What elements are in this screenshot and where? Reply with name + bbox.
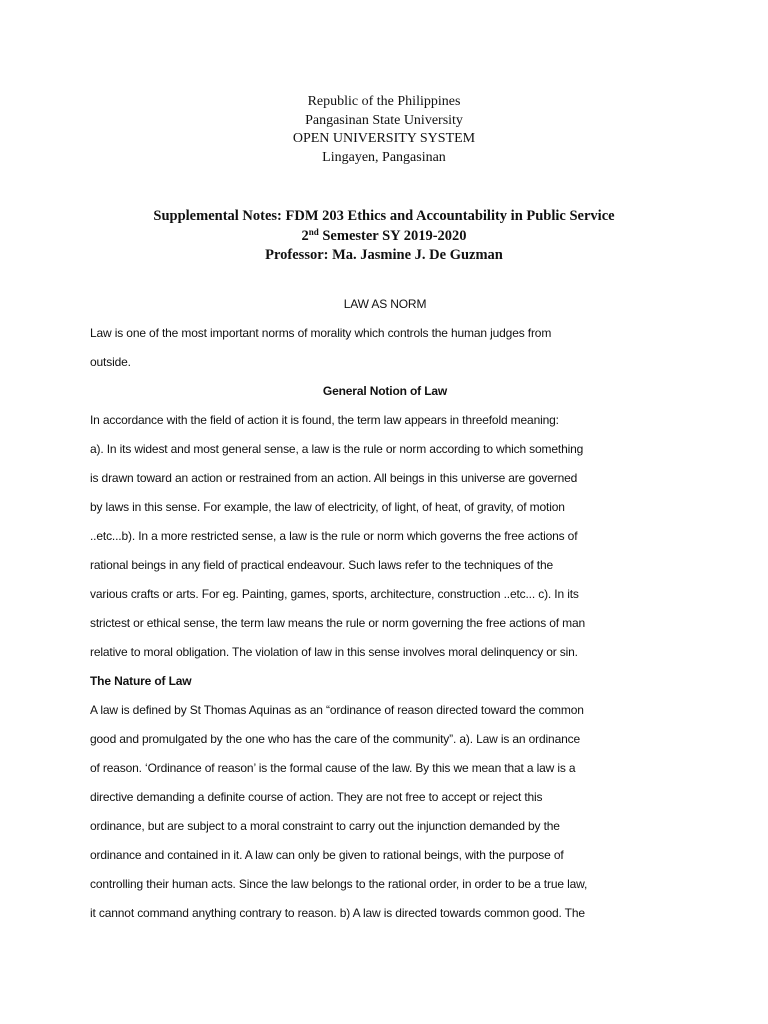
semester-suffix: nd <box>308 226 319 237</box>
body-line: ..etc...b). In a more restricted sense, a law is the rule or norm which governs the free actions of <box>90 529 578 543</box>
body-line: directive demanding a definite course of action. They are not free to accept or reject this <box>90 790 543 804</box>
semester-line <box>0 227 768 247</box>
body-line: In accordance with the field of action it is found, the term law appears in threefold meaning: <box>90 413 559 427</box>
body-line: by laws in this sense. For example, the law of electricity, of light, of heat, of gravity, of motion <box>90 500 565 514</box>
body-line: relative to moral obligation. The violation of law in this sense involves moral delinquency or sin. <box>90 645 578 659</box>
semester-text: Semester SY 2019-2020 <box>318 227 467 244</box>
professor-line: Professor: Ma. Jasmine J. De Guzman <box>265 247 503 263</box>
body-line: it cannot command anything contrary to reason. b) A law is directed towards common good. The <box>90 906 585 920</box>
body-line: various crafts or arts. For eg. Painting, games, sports, architecture, construction ..etc... c). In its <box>90 587 579 601</box>
header-line-republic: Republic of the Philippines <box>307 94 461 109</box>
supplemental-title: Supplemental Notes: FDM 203 Ethics and Accountability in Public Service <box>153 208 615 224</box>
course-info <box>0 207 768 266</box>
body-line: A law is defined by St Thomas Aquinas as an “ordinance of reason directed toward the common <box>90 703 584 717</box>
body-line: ordinance and contained in it. A law can only be given to rational beings, with the purpose of <box>90 848 564 862</box>
header-line-system: OPEN UNIVERSITY SYSTEM <box>292 131 476 146</box>
body-line: good and promulgated by the one who has the care of the community”. a). Law is an ordinance <box>90 732 580 746</box>
section-heading-law-as-norm: LAW AS NORM <box>343 297 427 311</box>
header-line-location: Lingayen, Pangasinan <box>322 149 446 165</box>
semester-number: 2 <box>301 227 309 244</box>
document-body <box>90 290 680 928</box>
body-line: ordinance, but are subject to a moral constraint to carry out the injunction demanded by the <box>90 819 560 833</box>
body-line: Law is one of the most important norms of morality which controls the human judges from <box>90 326 552 340</box>
body-line: strictest or ethical sense, the term law means the rule or norm governing the free actions of man <box>90 616 586 630</box>
header-line-university: Pangasinan State University <box>305 112 463 128</box>
body-line: a). In its widest and most general sense, a law is the rule or norm according to which something <box>90 442 584 456</box>
body-line: of reason. ‘Ordinance of reason’ is the formal cause of the law. By this we mean that a law is a <box>90 761 576 775</box>
body-line: outside. <box>90 355 131 369</box>
body-line: is drawn toward an action or restrained from an action. All beings in this universe are governed <box>90 471 578 485</box>
section-heading-nature-of-law: The Nature of Law <box>90 674 192 688</box>
body-line: rational beings in any field of practical endeavour. Such laws refer to the techniques of the <box>90 558 554 572</box>
body-line: controlling their human acts. Since the law belongs to the rational order, in order to be a true law, <box>90 877 588 891</box>
institution-header <box>0 93 768 167</box>
section-heading-general-notion: General Notion of Law <box>322 384 448 398</box>
